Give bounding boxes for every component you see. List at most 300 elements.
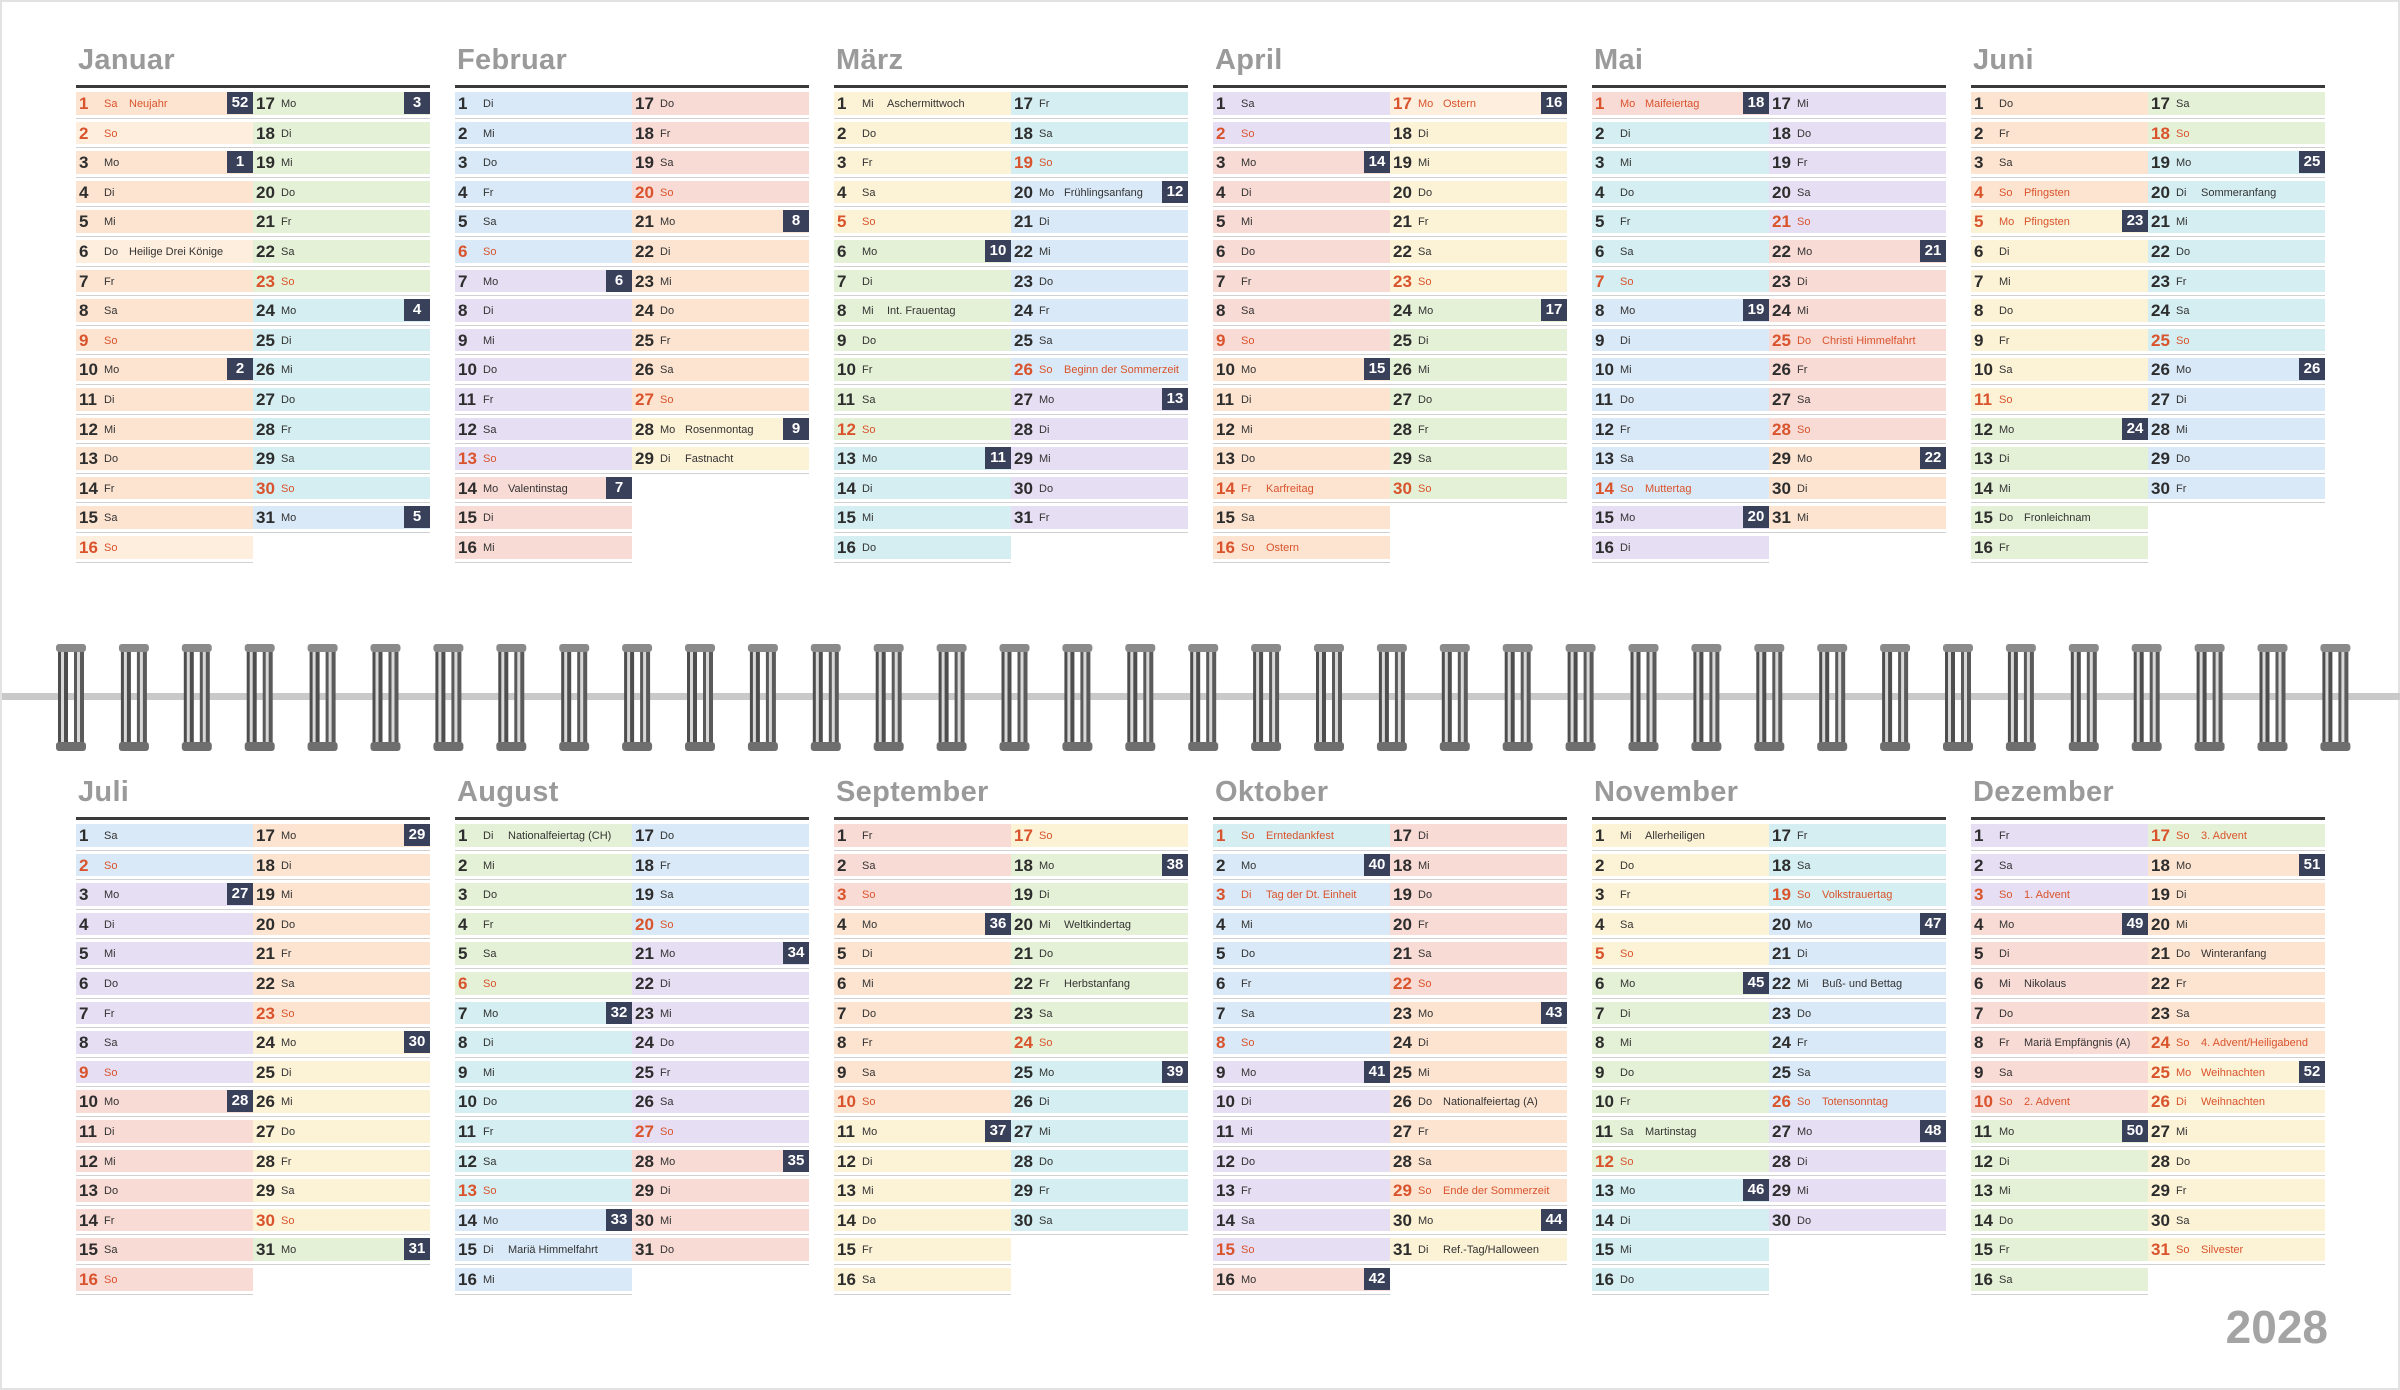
day-cell <box>1592 119 1769 149</box>
day-cell <box>1213 821 1390 851</box>
week-number-badge: 27 <box>227 883 253 905</box>
day-tint <box>1390 854 1567 877</box>
weekday-label: So <box>1241 1037 1255 1050</box>
weekday-label: Mi <box>483 1066 495 1079</box>
day-number: 5 <box>1974 944 1984 964</box>
day-cell <box>455 296 632 326</box>
day-tint <box>632 913 809 936</box>
day-cell <box>1769 503 1946 533</box>
day-tint <box>1011 1031 1188 1054</box>
day-number: 1 <box>1974 94 1984 113</box>
weekday-label: Fr <box>104 275 115 288</box>
day-tint <box>1213 329 1390 352</box>
weekday-label: Di <box>1039 216 1050 229</box>
day-tint <box>632 1090 809 1113</box>
day-cell <box>2148 296 2325 326</box>
day-number: 11 <box>1974 1122 1992 1141</box>
weekday-label: Mi <box>483 334 495 347</box>
month-title: Juni <box>1973 44 2034 76</box>
day-number: 5 <box>79 944 89 964</box>
day-cell <box>76 148 253 178</box>
day-tint <box>1213 447 1390 470</box>
day-tint <box>253 1150 430 1173</box>
day-cell <box>455 1087 632 1117</box>
day-tint <box>1011 151 1188 174</box>
day-tint <box>253 942 430 965</box>
day-tint <box>834 506 1011 529</box>
day-number: 20 <box>256 182 275 202</box>
day-cell <box>1592 444 1769 474</box>
day-tint <box>1011 477 1188 500</box>
day-tint <box>253 1179 430 1202</box>
weekday-label: Di <box>104 918 115 931</box>
day-number: 4 <box>837 182 847 202</box>
day-cell <box>1011 119 1188 149</box>
day-number: 12 <box>458 1151 477 1171</box>
week-number-badge: 15 <box>1364 358 1390 380</box>
day-tint <box>76 824 253 847</box>
day-number: 10 <box>1974 1092 1993 1112</box>
day-number: 21 <box>1772 212 1791 232</box>
day-cell <box>2148 385 2325 415</box>
day-cell <box>632 296 809 326</box>
day-tint <box>1971 1238 2148 1261</box>
weekday-label: Mi <box>281 157 293 170</box>
day-number: 27 <box>1772 1122 1791 1141</box>
day-tint <box>253 181 430 204</box>
day-tint <box>1592 942 1769 965</box>
weekday-label: Sa <box>483 948 497 961</box>
weekday-label: So <box>1999 186 2013 199</box>
weekday-label: Sa <box>862 1066 876 1079</box>
day-number: 7 <box>1216 271 1226 291</box>
day-number: 10 <box>1216 360 1235 380</box>
weekday-label: Mo <box>1241 1066 1257 1079</box>
day-number: 14 <box>1216 478 1235 498</box>
day-tint <box>1011 1209 1188 1232</box>
day-cell <box>1769 969 1946 999</box>
weekday-label: So <box>1797 216 1811 229</box>
day-cell <box>1971 119 2148 149</box>
day-cell <box>632 999 809 1029</box>
day-cell <box>455 939 632 969</box>
holiday-label: Volkstrauertag <box>1822 889 1893 902</box>
day-number: 19 <box>635 153 654 173</box>
day-cell <box>1213 119 1390 149</box>
day-tint <box>632 1179 809 1202</box>
weekday-label: Mi <box>281 889 293 902</box>
weekday-label: Fr <box>862 1244 873 1257</box>
weekday-label: So <box>483 978 497 990</box>
holiday-label: Mariä Himmelfahrt <box>508 1244 598 1257</box>
day-tint <box>834 883 1011 906</box>
week-number-badge: 6 <box>606 270 632 292</box>
day-tint <box>1213 1150 1390 1173</box>
day-tint <box>455 1268 632 1291</box>
day-number: 5 <box>837 212 847 232</box>
day-tint <box>1592 1061 1769 1084</box>
day-cell <box>253 355 430 385</box>
day-cell <box>1769 1058 1946 1088</box>
day-number: 15 <box>1595 508 1614 528</box>
day-number: 28 <box>256 419 275 439</box>
day-number: 3 <box>1974 885 1984 905</box>
day-cell <box>76 999 253 1029</box>
day-tint <box>1769 1002 1946 1025</box>
day-cell <box>76 178 253 208</box>
day-cell <box>253 999 430 1029</box>
weekday-label: Sa <box>660 364 674 377</box>
day-number: 11 <box>458 1122 476 1141</box>
weekday-label: So <box>1039 1037 1053 1050</box>
day-tint <box>455 1179 632 1202</box>
day-number: 7 <box>458 1003 468 1023</box>
day-cell <box>834 326 1011 356</box>
day-number: 9 <box>837 1062 847 1082</box>
weekday-label: Sa <box>862 186 876 199</box>
day-number: 8 <box>1216 301 1226 321</box>
weekday-label: Sa <box>1039 334 1053 347</box>
day-tint <box>1971 122 2148 145</box>
holiday-label: Allerheiligen <box>1645 830 1705 842</box>
day-tint <box>455 1061 632 1084</box>
day-cell <box>253 1206 430 1236</box>
day-number: 14 <box>1974 478 1993 498</box>
day-cell <box>1390 880 1567 910</box>
day-cell <box>834 1235 1011 1265</box>
weekday-label: Mi <box>2176 216 2188 229</box>
weekday-label: Di <box>862 275 873 288</box>
day-tint <box>632 1031 809 1054</box>
weekday-label: Di <box>483 1244 494 1257</box>
day-cell <box>455 1176 632 1206</box>
day-cell <box>1011 267 1188 297</box>
weekday-label: Di <box>1039 423 1050 436</box>
day-cell <box>1011 355 1188 385</box>
week-number-badge: 42 <box>1364 1268 1390 1290</box>
week-number-badge: 39 <box>1162 1061 1188 1083</box>
weekday-label: So <box>281 1214 295 1227</box>
day-tint <box>76 447 253 470</box>
day-cell <box>834 1058 1011 1088</box>
weekday-label: Do <box>104 978 119 990</box>
day-number: 9 <box>1974 1062 1984 1082</box>
weekday-label: Fr <box>281 948 292 961</box>
day-number: 12 <box>837 419 856 439</box>
day-number: 31 <box>1772 508 1791 528</box>
day-tint <box>76 1120 253 1143</box>
day-cell <box>632 237 809 267</box>
day-cell <box>2148 939 2325 969</box>
weekday-label: Di <box>281 1066 292 1079</box>
day-cell <box>2148 326 2325 356</box>
day-cell <box>1971 1235 2148 1265</box>
weekday-label: Mi <box>1241 1126 1253 1138</box>
day-tint <box>2148 388 2325 411</box>
day-number: 11 <box>1974 390 1992 409</box>
holiday-label: 2. Advent <box>2024 1096 2070 1109</box>
day-cell <box>632 1176 809 1206</box>
day-cell <box>2148 999 2325 1029</box>
weekday-label: Mo <box>1039 394 1055 406</box>
day-tint <box>834 270 1011 293</box>
day-number: 29 <box>1393 1181 1412 1201</box>
day-number: 4 <box>1216 914 1226 934</box>
day-tint <box>253 388 430 411</box>
day-tint <box>76 1031 253 1054</box>
day-tint <box>1971 824 2148 847</box>
day-cell <box>1971 385 2148 415</box>
weekday-label: Fr <box>2176 978 2187 990</box>
day-cell <box>1592 821 1769 851</box>
weekday-label: Mi <box>1418 859 1430 872</box>
day-tint <box>76 1002 253 1025</box>
day-number: 2 <box>79 123 89 143</box>
weekday-label: So <box>862 889 876 902</box>
day-number: 4 <box>79 914 89 934</box>
day-number: 17 <box>635 826 654 845</box>
day-tint <box>1213 388 1390 411</box>
day-tint <box>455 418 632 441</box>
day-number: 9 <box>1595 1062 1605 1082</box>
week-number-badge: 22 <box>1920 447 1946 469</box>
day-number: 2 <box>837 123 847 143</box>
weekday-label: Do <box>1620 394 1635 406</box>
weekday-label: Do <box>483 889 498 902</box>
day-number: 12 <box>1216 1151 1235 1171</box>
day-tint <box>76 536 253 559</box>
month-title: Mai <box>1594 44 1644 76</box>
day-number: 3 <box>458 885 468 905</box>
day-tint <box>455 299 632 322</box>
day-cell <box>455 148 632 178</box>
day-tint <box>1390 1031 1567 1054</box>
day-tint <box>1769 151 1946 174</box>
day-number: 26 <box>256 360 275 380</box>
weekday-label: So <box>1418 978 1432 990</box>
day-tint <box>834 358 1011 381</box>
day-cell <box>76 1087 253 1117</box>
weekday-label: Fr <box>660 334 671 347</box>
weekday-label: So <box>1418 275 1432 288</box>
day-number: 1 <box>79 94 89 113</box>
day-cell <box>1769 415 1946 445</box>
weekday-label: Di <box>1418 1037 1429 1050</box>
weekday-label: Sa <box>862 859 876 872</box>
weekday-label: Mi <box>1620 830 1632 842</box>
month-title: Februar <box>457 44 568 76</box>
weekday-label: Fr <box>1620 889 1631 902</box>
day-number: 8 <box>1595 1033 1605 1053</box>
weekday-label: Sa <box>1241 305 1255 318</box>
day-tint <box>76 1268 253 1291</box>
day-cell <box>1213 355 1390 385</box>
day-tint <box>76 1238 253 1261</box>
weekday-label: Do <box>660 305 675 318</box>
day-cell <box>1971 999 2148 1029</box>
day-cell <box>1011 1176 1188 1206</box>
day-number: 28 <box>2151 419 2170 439</box>
day-number: 17 <box>2151 94 2170 113</box>
weekday-label: Di <box>1620 1007 1631 1020</box>
day-number: 12 <box>837 1151 856 1171</box>
day-number: 15 <box>1216 508 1235 528</box>
weekday-label: Fr <box>1241 978 1252 990</box>
day-number: 5 <box>458 212 468 232</box>
weekday-label: Di <box>2176 889 2187 902</box>
weekday-label: Do <box>660 98 675 110</box>
day-number: 23 <box>1014 1003 1033 1023</box>
weekday-label: Di <box>660 978 671 990</box>
day-number: 17 <box>635 94 654 113</box>
weekday-label: Mo <box>1797 453 1813 466</box>
day-cell <box>834 910 1011 940</box>
day-cell <box>1769 148 1946 178</box>
day-number: 19 <box>2151 153 2170 173</box>
day-cell <box>76 1176 253 1206</box>
day-cell <box>834 1147 1011 1177</box>
weekday-label: Do <box>660 1244 675 1257</box>
weekday-label: Do <box>862 542 877 554</box>
weekday-label: Fr <box>1620 423 1631 436</box>
weekday-label: So <box>660 1126 674 1138</box>
day-number: 17 <box>256 94 275 113</box>
day-tint <box>632 1120 809 1143</box>
day-number: 5 <box>837 944 847 964</box>
weekday-label: So <box>2176 1037 2190 1050</box>
day-number: 4 <box>1974 914 1984 934</box>
weekday-label: Mo <box>1999 918 2015 931</box>
day-number: 5 <box>1974 212 1984 232</box>
day-cell <box>834 533 1011 563</box>
day-cell <box>1390 999 1567 1029</box>
day-tint <box>1769 477 1946 500</box>
day-number: 7 <box>1595 1003 1605 1023</box>
weekday-label: Di <box>104 186 115 199</box>
day-cell <box>1769 296 1946 326</box>
month-header-rule <box>1213 817 1567 820</box>
day-cell <box>253 1235 430 1265</box>
weekday-label: Di <box>862 948 873 961</box>
weekday-label: So <box>1418 1185 1432 1198</box>
day-number: 24 <box>1014 301 1033 321</box>
day-tint <box>76 477 253 500</box>
day-cell <box>1390 326 1567 356</box>
day-cell <box>1971 1206 2148 1236</box>
day-number: 19 <box>256 153 275 173</box>
day-cell <box>1390 1087 1567 1117</box>
day-number: 19 <box>2151 885 2170 905</box>
day-number: 2 <box>458 855 468 875</box>
day-number: 25 <box>256 330 275 350</box>
day-number: 10 <box>79 360 98 380</box>
weekday-label: Mo <box>1999 216 2015 229</box>
day-tint <box>1971 270 2148 293</box>
day-cell <box>1390 969 1567 999</box>
day-tint <box>834 210 1011 233</box>
day-number: 13 <box>837 449 856 469</box>
weekday-label: Do <box>1620 1274 1635 1286</box>
weekday-label: Mo <box>1241 1274 1257 1286</box>
weekday-label: Mo <box>862 246 878 258</box>
day-cell <box>1971 939 2148 969</box>
weekday-label: Fr <box>660 127 671 140</box>
month-header-rule <box>834 817 1188 820</box>
day-cell <box>1011 910 1188 940</box>
month-9 <box>1213 776 1567 1296</box>
day-number: 8 <box>837 1033 847 1053</box>
day-number: 23 <box>1393 1003 1412 1023</box>
day-cell <box>834 355 1011 385</box>
weekday-label: Sa <box>1620 918 1634 931</box>
day-number: 29 <box>1393 449 1412 469</box>
weekday-label: Do <box>1999 1214 2014 1227</box>
day-number: 24 <box>256 1033 275 1053</box>
day-number: 7 <box>837 1003 847 1023</box>
weekday-label: Sa <box>862 1274 876 1286</box>
weekday-label: Do <box>660 830 675 842</box>
weekday-label: Mi <box>1797 98 1809 110</box>
weekday-label: So <box>104 127 118 140</box>
day-number: 29 <box>2151 1181 2170 1201</box>
day-tint <box>1592 151 1769 174</box>
weekday-label: So <box>2176 334 2190 347</box>
week-number-badge: 11 <box>985 447 1011 469</box>
day-number: 13 <box>1595 449 1614 469</box>
day-cell <box>1390 851 1567 881</box>
day-tint <box>632 240 809 263</box>
weekday-label: Do <box>1241 453 1256 466</box>
week-number-badge: 10 <box>985 240 1011 262</box>
day-tint <box>1213 1238 1390 1261</box>
day-tint <box>834 854 1011 877</box>
weekday-label: Fr <box>1620 216 1631 229</box>
day-number: 27 <box>2151 390 2170 409</box>
weekday-label: Do <box>1241 948 1256 961</box>
weekday-label: Do <box>1999 98 2014 110</box>
day-cell <box>2148 1028 2325 1058</box>
day-tint <box>455 1090 632 1113</box>
day-cell <box>632 1117 809 1147</box>
day-cell <box>253 178 430 208</box>
day-cell <box>1011 939 1188 969</box>
holiday-label: Weihnachten <box>2201 1066 2266 1079</box>
weekday-label: Mi <box>483 859 495 872</box>
day-tint <box>1971 477 2148 500</box>
week-number-badge: 32 <box>606 1002 632 1024</box>
day-cell <box>253 910 430 940</box>
day-cell <box>455 444 632 474</box>
day-cell <box>632 910 809 940</box>
day-cell <box>1390 296 1567 326</box>
day-cell <box>1213 503 1390 533</box>
weekday-label: Di <box>1039 889 1050 902</box>
day-number: 10 <box>79 1092 98 1112</box>
weekday-label: Mo <box>1620 98 1636 110</box>
day-cell <box>76 119 253 149</box>
week-number-badge: 52 <box>227 92 253 114</box>
weekday-label: So <box>1797 423 1811 436</box>
day-cell <box>1390 385 1567 415</box>
day-cell <box>632 939 809 969</box>
day-cell <box>632 148 809 178</box>
day-number: 2 <box>1595 855 1605 875</box>
day-cell <box>1213 326 1390 356</box>
day-tint <box>1390 1061 1567 1084</box>
day-number: 22 <box>1772 974 1791 993</box>
day-cell <box>834 207 1011 237</box>
week-number-badge: 52 <box>2299 1061 2325 1083</box>
